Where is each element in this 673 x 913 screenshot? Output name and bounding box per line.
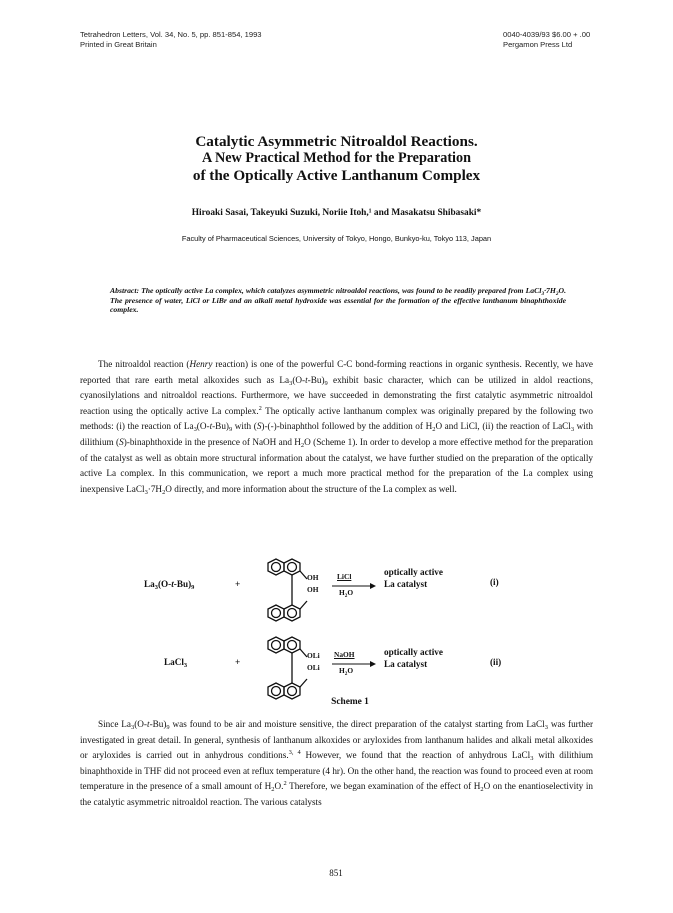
journal-header xyxy=(80,30,262,50)
reagent-below-arrow-2: $H_2O$ xyxy=(339,666,354,677)
plus-sign-1: + xyxy=(235,579,241,589)
publisher-header xyxy=(503,30,590,50)
author-list: Hiroaki Sasai, Takeyuki Suzuki, Noriie Itoh,¹ and Masakatsu Shibasaki* xyxy=(191,208,482,218)
dilithium-binaphthoxide-structure xyxy=(255,635,315,705)
paper-title xyxy=(60,133,613,184)
hydroxyl-label-1: OH xyxy=(307,573,319,582)
reagent-la-tert-butoxide: $La_3(O-t-Bu)_9$ xyxy=(144,579,195,591)
product-line-1a: optically active xyxy=(384,567,443,577)
reaction-label-ii: (ii) xyxy=(490,657,502,667)
reaction-label-i: (i) xyxy=(490,577,499,587)
publisher-name: Pergamon Press Ltd xyxy=(503,40,573,49)
hydroxyl-label-2: OH xyxy=(307,585,319,594)
oxide-label-2: OLi xyxy=(307,663,320,672)
reagent-lanthanum-chloride: LaCl$_3$ xyxy=(164,657,188,669)
printed-note: Printed in Great Britain xyxy=(80,40,157,49)
page-number: 851 xyxy=(329,868,343,878)
affiliation: Faculty of Pharmaceutical Sciences, University of Tokyo, Hongo, Bunkyo-ku, Tokyo 113, Japan xyxy=(181,234,492,243)
title-line-1: Catalytic Asymmetric Nitroaldol Reactions. xyxy=(195,133,478,150)
abstract: Abstract: The optically active La complex, which catalyzes asymmetric nitroaldol reactions, was found to be readily prepared from $LaCl_3\cdot 7H_2O$. The presence of water, LiCl or LiBr and an alkali metal hydroxide was essential for the formation of the effective lanthanum binaphthoxide complex. xyxy=(110,286,566,314)
oxide-label-1: OLi xyxy=(307,651,320,660)
product-line-1b: La catalyst xyxy=(384,579,428,589)
article-code: 0040-4039/93 $6.00 + .00 xyxy=(503,30,591,39)
scheme-caption: Scheme 1 xyxy=(331,697,369,707)
product-line-2b: La catalyst xyxy=(384,659,428,669)
reagent-above-arrow-1: LiCl xyxy=(337,572,352,581)
plus-sign-2: + xyxy=(235,657,241,667)
intro-paragraph: The nitroaldol reaction (Henry reaction) is one of the powerful C-C bond-forming reactions in organic synthesis. Recently, we have reported that rare earth metal alkoxides such as $La_3(O-t-Bu)_9$ exhibit basic character, which can be utilized in aldol reactions, cyanosilylations and nitroaldol reactions. Furthermore, we have succeeded in demonstrating the first catalytic asymmetric nitroaldol reaction using the optically active La complex.$^2$ The optically active lanthanum complex was originally prepared by the following two methods: (i) the reaction of $La_3(O-t-Bu)_9$ with (S)-(-)-binaphthol followed by the addition of $H_2O$ and LiCl, (ii) the reaction of LaCl$_3$ with dilithium (S)-binaphthoxide in the presence of NaOH and $H_2O$ (Scheme 1). In order to develop a more effective method for the preparation of the catalyst as well as obtain more structural information about the catalyst, we have further studied on the preparation of the optically active La complex. In this communication, we report a much more practical method for the preparation of the La complex using inexpensive $LaCl_3\cdot 7H_2O$ directly, and more information about the structure of the La complex as well. xyxy=(80,359,594,496)
reagent-above-arrow-2: NaOH xyxy=(334,650,355,659)
title-line-2: A New Practical Method for the Preparation xyxy=(202,150,471,166)
binaphthol-structure xyxy=(255,557,315,627)
title-line-3: of the Optically Active Lanthanum Complex xyxy=(192,167,481,184)
product-line-2a: optically active xyxy=(384,647,443,657)
reagent-below-arrow-1: $H_2O$ xyxy=(339,588,354,599)
journal-citation: Tetrahedron Letters, Vol. 34, No. 5, pp. 851-854, 1993 xyxy=(80,30,262,39)
scheme-1 xyxy=(140,557,540,707)
body-paragraph-2: Since $La_3(O-t-Bu)_9$ was found to be air and moisture sensitive, the direct preparation of the catalyst starting from LaCl$_3$ was further investigated in great detail. In general, synthesis of lanthanum alkoxides or aryloxides from lanthanum halides and alkali metal alkoxides or aryloxides is carried out in anhydrous conditions.$^{3, 4}$ However, we found that the reaction of anhydrous LaCl$_3$ with dilithium binaphthoxide in THF did not proceed even at reflux temperature (4 hr). On the other hand, the reaction was found to proceed even at room temperature in the presence of a small amount of $H_2O.^2$ Therefore, we began examination of the effect of $H_2O$ on the enantioselectivity in the catalytic asymmetric nitroaldol reaction. The various catalysts xyxy=(80,719,594,807)
